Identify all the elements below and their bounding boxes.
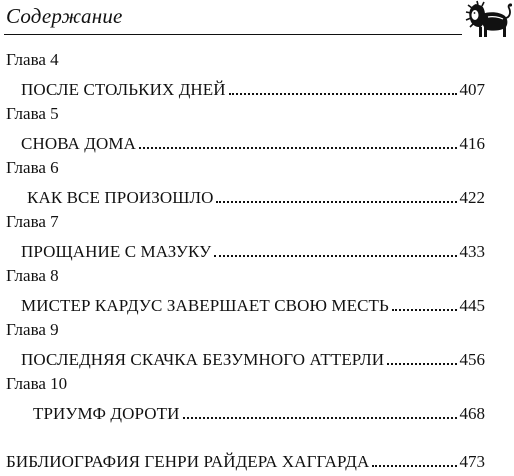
toc-entry[interactable] (21, 290, 485, 316)
toc-entry[interactable] (21, 74, 485, 100)
header-rule (4, 34, 462, 35)
page-number: 473 (459, 452, 485, 471)
running-header (4, 0, 510, 44)
entry-title: КАК ВСЕ ПРОИЗОШЛО (27, 188, 214, 207)
chapter-label: Глава 7 (6, 212, 59, 231)
entry-title: БИБЛИОГРАФИЯ ГЕНРИ РАЙДЕРА ХАГГАРДА (6, 452, 370, 471)
chapter-label: Глава 8 (6, 266, 59, 285)
dot-leader (214, 255, 456, 257)
entry-title: ПРОЩАНИЕ С МАЗУКУ (21, 242, 212, 261)
toc-entry[interactable] (21, 236, 485, 262)
page-number: 422 (459, 188, 485, 207)
chapter-label: Глава 4 (6, 50, 59, 69)
dot-leader (229, 93, 457, 95)
toc-entry[interactable] (27, 182, 485, 208)
dot-leader (183, 417, 457, 419)
toc-entry[interactable] (21, 128, 485, 154)
entry-title: СНОВА ДОМА (21, 134, 136, 153)
chapter-label: Глава 6 (6, 158, 59, 177)
toc-entry-bibliography[interactable] (6, 446, 485, 472)
page-number: 433 (459, 242, 485, 261)
page-number: 468 (459, 404, 485, 423)
entry-title: ПОСЛЕ СТОЛЬКИХ ДНЕЙ (21, 80, 226, 99)
entry-title: ТРИУМФ ДОРОТИ (33, 404, 180, 423)
dot-leader (216, 201, 456, 203)
page-title: Содержание (6, 4, 123, 28)
chapter-label: Глава 10 (6, 374, 68, 393)
toc-entry[interactable] (21, 344, 485, 370)
chapter-label: Глава 9 (6, 320, 59, 339)
lion-icon (462, 0, 512, 40)
toc-entry[interactable] (33, 398, 485, 424)
chapter-label: Глава 5 (6, 104, 59, 123)
dot-leader (139, 147, 457, 149)
dot-leader (387, 363, 456, 365)
dot-leader (372, 465, 456, 467)
page-number: 416 (459, 134, 485, 153)
page-number: 407 (459, 80, 485, 99)
dot-leader (392, 309, 457, 311)
page-number: 445 (459, 296, 485, 315)
entry-title: МИСТЕР КАРДУС ЗАВЕРШАЕТ СВОЮ МЕСТЬ (21, 296, 389, 315)
page-number: 456 (459, 350, 485, 369)
entry-title: ПОСЛЕДНЯЯ СКАЧКА БЕЗУМНОГО АТТЕРЛИ (21, 350, 385, 369)
